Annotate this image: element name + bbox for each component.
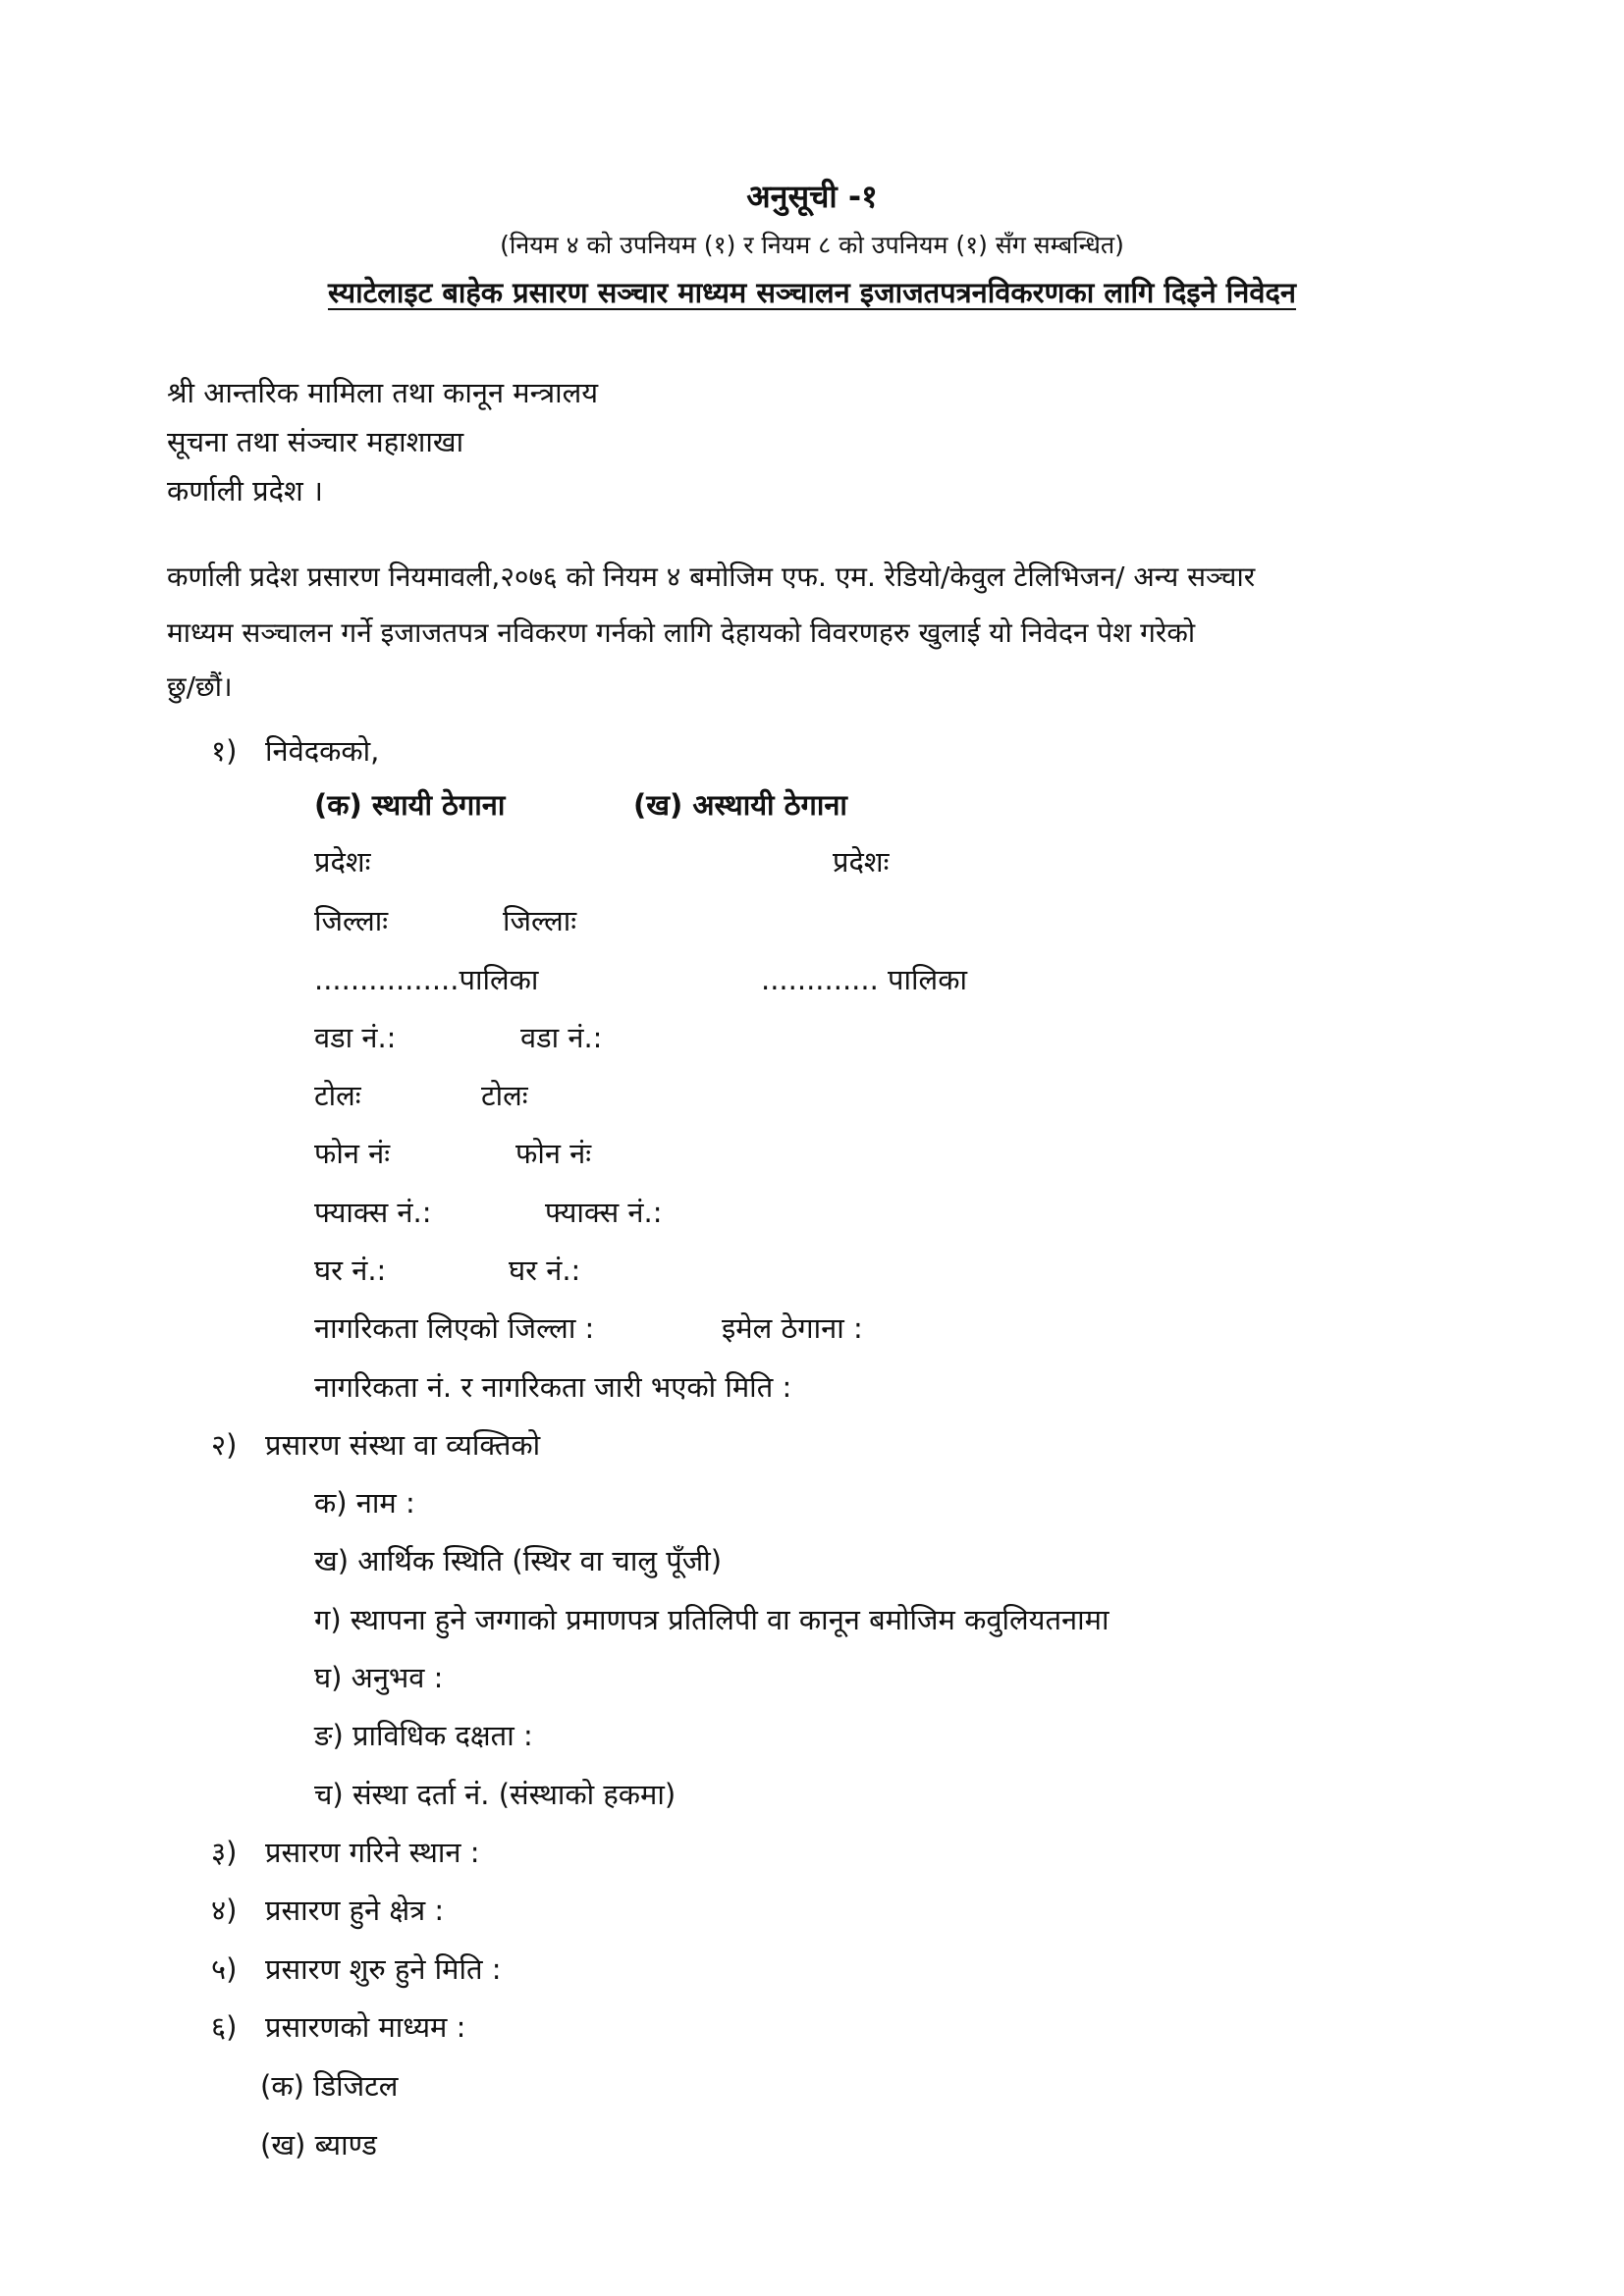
house-field-temporary: घर नं.: [509, 1254, 581, 1287]
citizenship-number-field: नागरिकता नं. र नागरिकता जारी भएको मिति : [314, 1370, 792, 1404]
phone-field-temporary: फोन नंः [515, 1137, 592, 1170]
permanent-address-heading: (क) स्थायी ठेगाना [314, 788, 506, 822]
province-field-temporary: प्रदेशः [833, 845, 890, 879]
email-field: इमेल ठेगाना : [722, 1311, 863, 1345]
tole-field-permanent: टोलः [314, 1079, 361, 1112]
tole-field-temporary: टोलः [481, 1079, 528, 1112]
section-1-label: निवेदकको, [265, 734, 380, 768]
phone-field-permanent: फोन नंः [314, 1137, 391, 1170]
addressee-line-1: श्री आन्तरिक मामिला तथा कानून मन्त्रालय [167, 376, 599, 409]
section-4-number: ४) [211, 1894, 238, 1927]
intro-line-3: छु/छौं। [167, 670, 233, 703]
section-2-item: च) संस्था दर्ता नं. (संस्थाको हकमा) [314, 1778, 677, 1811]
section-3-label: प्रसारण गरिने स्थान : [265, 1836, 480, 1869]
medium-option-band: (ख) ब्याण्ड [260, 2128, 377, 2162]
medium-option-digital: (क) डिजिटल [260, 2069, 399, 2103]
section-2-item: ङ) प्राविधिक दक्षता : [314, 1719, 533, 1752]
section-2-item: घ) अनुभव : [314, 1661, 444, 1694]
section-5-label: प्रसारण शुरु हुने मिति : [265, 1952, 502, 1986]
ward-field-temporary: वडा नं.: [520, 1021, 603, 1054]
form-title: स्याटेलाइट बाहेक प्रसारण सञ्चार माध्यम सञ्चालन इजाजतपत्रनविकरणका लागि दिइने निवेदन [327, 276, 1297, 309]
intro-line-2: माध्यम सञ्चालन गर्ने इजाजतपत्र नविकरण गर्नको लागि देहायको विवरणहरु खुलाई यो निवेदन पेश गरेको [167, 616, 1196, 649]
district-field-temporary: जिल्लाः [503, 904, 577, 937]
municipality-field-temporary: ............. पालिका [761, 963, 967, 996]
citizenship-district-field: नागरिकता लिएको जिल्ला : [314, 1311, 595, 1345]
section-4-label: प्रसारण हुने क्षेत्र : [265, 1894, 445, 1927]
district-field-permanent: जिल्लाः [314, 904, 389, 937]
schedule-title: अनुसूची -१ [746, 178, 878, 215]
section-2-label: प्रसारण संस्था वा व्यक्तिको [265, 1428, 541, 1462]
addressee-line-2: सूचना तथा संञ्चार महाशाखा [167, 425, 464, 458]
section-1-number: १) [211, 734, 238, 768]
section-6-number: ६) [211, 2010, 238, 2044]
fax-field-temporary: फ्याक्स नं.: [545, 1196, 663, 1229]
house-field-permanent: घर नं.: [314, 1254, 387, 1287]
section-3-number: ३) [211, 1836, 238, 1869]
section-2-number: २) [211, 1428, 238, 1462]
section-2-item: ग) स्थापना हुने जग्गाको प्रमाणपत्र प्रतिलिपी वा कानून बमोजिम कवुलियतनामा [314, 1603, 1110, 1636]
section-2-item: क) नाम : [314, 1486, 415, 1520]
rule-reference: (नियम ४ को उपनियम (१) र नियम ८ को उपनियम (१) सँग सम्बन्धित) [500, 231, 1124, 259]
temporary-address-heading: (ख) अस्थायी ठेगाना [633, 788, 847, 822]
ward-field-permanent: वडा नं.: [314, 1021, 397, 1054]
intro-line-1: कर्णाली प्रदेश प्रसारण नियमावली,२०७६ को नियम ४ बमोजिम एफ. एम. रेडियो/केवुल टेलिभिजन/ अन्य सञ्चार [167, 561, 1256, 593]
fax-field-permanent: फ्याक्स नं.: [314, 1196, 432, 1229]
section-2-item: ख) आर्थिक स्थिति (स्थिर वा चालु पूँजी) [314, 1544, 723, 1577]
section-5-number: ५) [211, 1952, 238, 1986]
addressee-line-3: कर्णाली प्रदेश । [167, 474, 323, 507]
province-field-permanent: प्रदेशः [314, 845, 371, 879]
section-6-label: प्रसारणको माध्यम : [265, 2010, 466, 2044]
municipality-field-permanent: ................पालिका [314, 963, 539, 996]
